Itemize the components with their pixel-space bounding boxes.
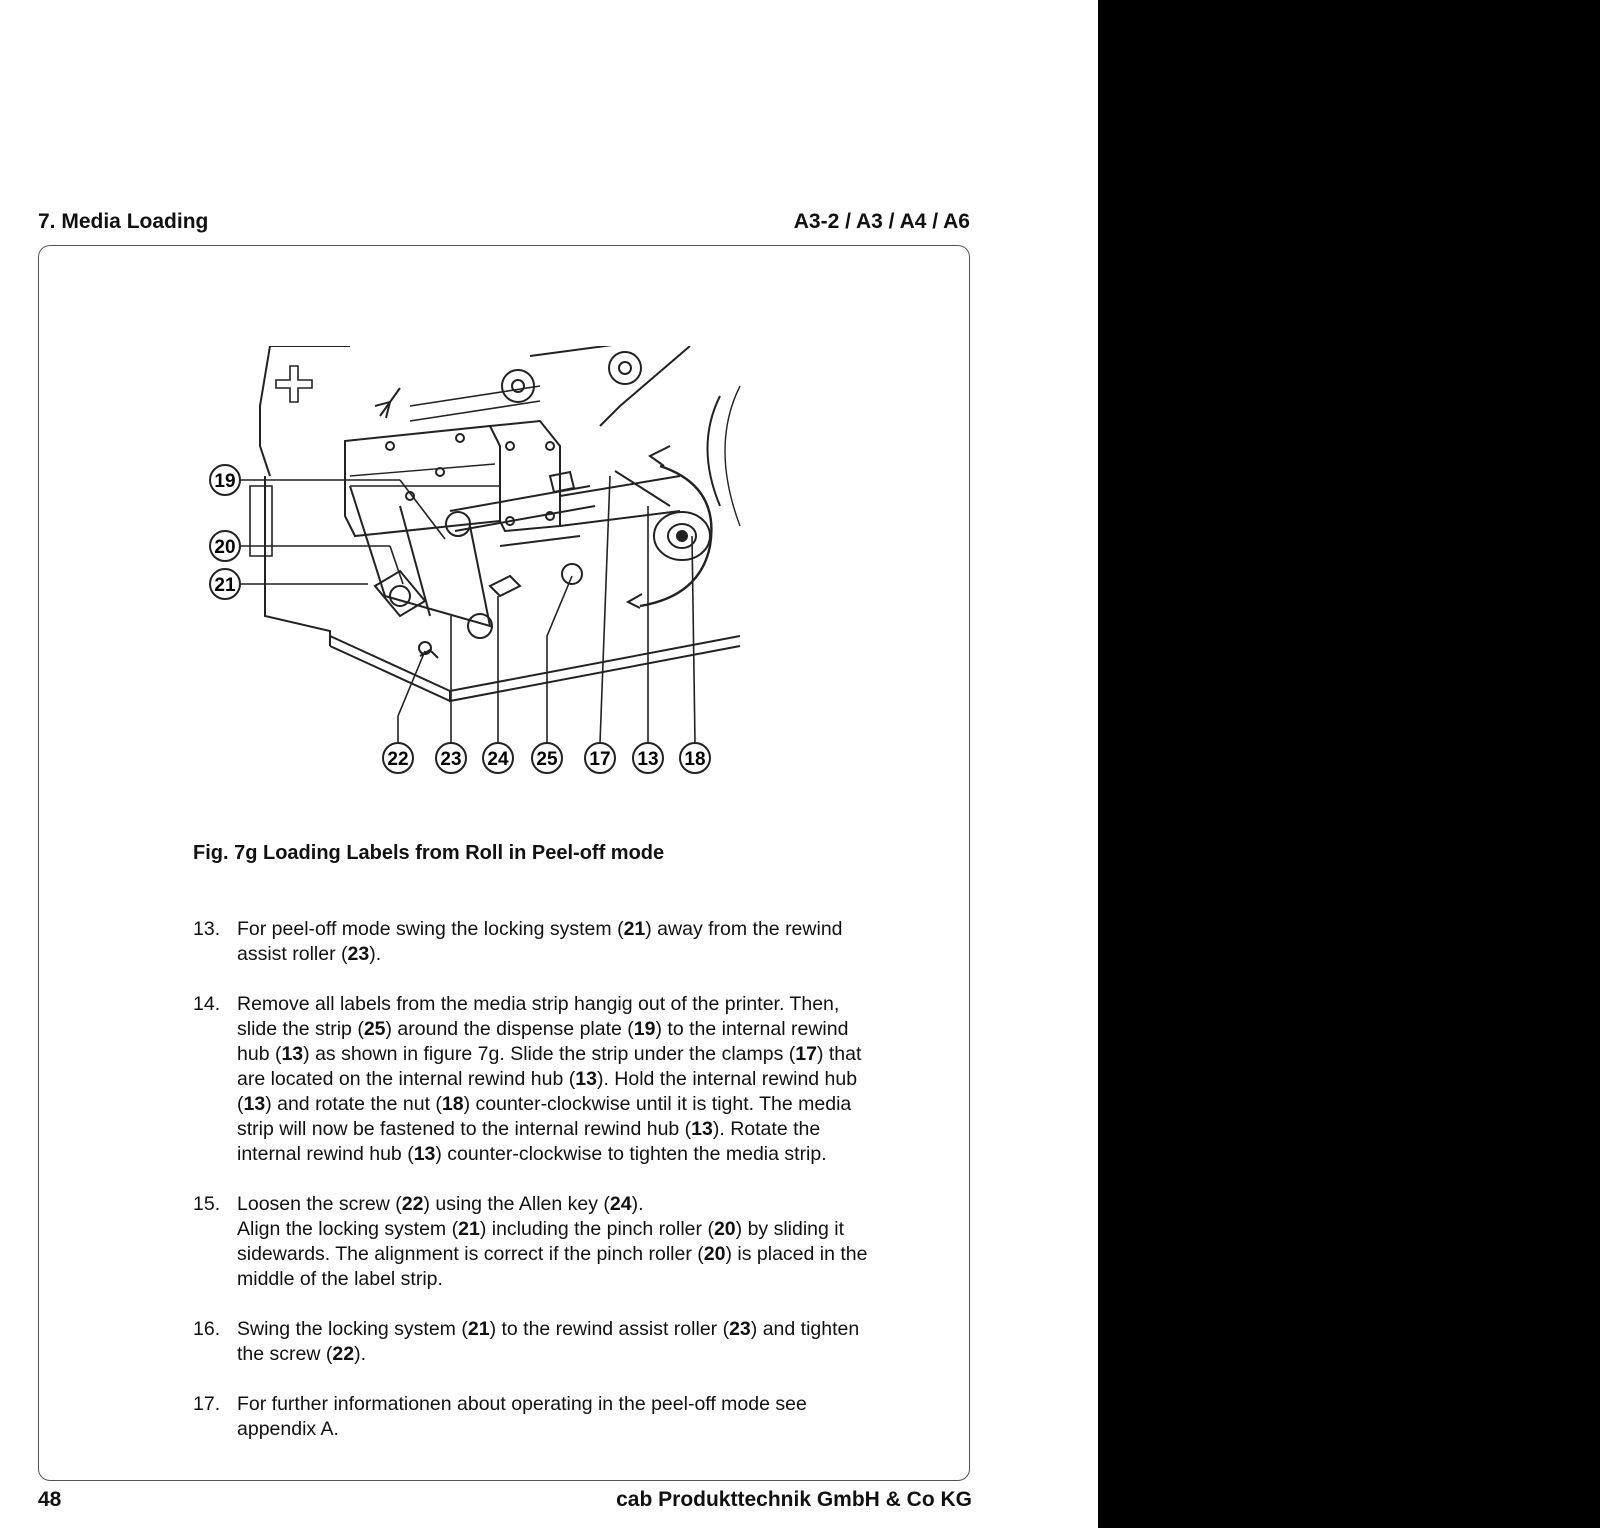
callout-24 — [483, 743, 513, 773]
step-text-line: Align the locking system (21) including the pinch roller (20) by sliding it — [237, 1218, 845, 1240]
step-text-line: middle of the label strip. — [237, 1268, 443, 1290]
step-text-line: appendix A. — [237, 1418, 339, 1440]
callouts-bottom — [383, 743, 710, 773]
printer-diagram — [200, 346, 760, 806]
svg-text:22: 22 — [387, 749, 409, 770]
callout-22 — [383, 743, 413, 773]
svg-text:17: 17 — [589, 749, 611, 770]
step-number: 16. — [193, 1318, 221, 1340]
callout-13 — [633, 743, 663, 773]
company-name: cab Produkttechnik GmbH & Co KG — [616, 1488, 972, 1511]
callout-19 — [210, 465, 240, 495]
step-16 — [193, 1317, 933, 1367]
svg-text:13: 13 — [637, 749, 659, 770]
step-text-line: sidewards. The alignment is correct if the pinch roller (20) is placed in the — [237, 1243, 868, 1265]
callout-20 — [210, 531, 240, 561]
step-text-line: hub (13) as shown in figure 7g. Slide the strip under the clamps (17) that — [237, 1043, 862, 1065]
svg-text:25: 25 — [536, 749, 558, 770]
figure-caption: Fig. 7g Loading Labels from Roll in Peel-off mode — [193, 842, 665, 864]
step-text-line: Swing the locking system (21) to the rewind assist roller (23) and tighten — [237, 1318, 860, 1340]
model-list: A3-2 / A3 / A4 / A6 — [793, 210, 970, 233]
svg-text:24: 24 — [487, 749, 509, 770]
callout-25 — [532, 743, 562, 773]
step-text-line: Loosen the screw (22) using the Allen key (24). — [237, 1193, 644, 1215]
callout-18 — [680, 743, 710, 773]
svg-text:21: 21 — [214, 575, 236, 596]
step-text-line: For peel-off mode swing the locking system (21) away from the rewind — [237, 918, 843, 940]
step-text-line: internal rewind hub (13) counter-clockwise to tighten the media strip. — [237, 1143, 827, 1165]
step-17 — [193, 1392, 933, 1442]
svg-text:18: 18 — [684, 749, 706, 770]
step-text-line: Remove all labels from the media strip hangig out of the printer. Then, — [237, 993, 840, 1015]
step-text-line: strip will now be fastened to the internal rewind hub (13). Rotate the — [237, 1118, 821, 1140]
page-number: 48 — [38, 1488, 62, 1511]
step-number: 17. — [193, 1393, 221, 1415]
step-text-line: assist roller (23). — [237, 943, 382, 965]
step-13 — [193, 917, 933, 967]
svg-text:20: 20 — [214, 537, 236, 558]
callout-21 — [210, 569, 240, 599]
callouts-left — [210, 465, 240, 599]
step-number: 14. — [193, 993, 221, 1015]
step-text-line: slide the strip (25) around the dispense plate (19) to the internal rewind — [237, 1018, 849, 1040]
svg-text:19: 19 — [214, 471, 236, 492]
callout-17 — [585, 743, 615, 773]
section-title: 7. Media Loading — [38, 210, 209, 233]
black-margin — [1098, 0, 1600, 1528]
step-number: 15. — [193, 1193, 221, 1215]
step-text-line: For further informationen about operating in the peel-off mode see — [237, 1393, 807, 1415]
step-15 — [193, 1192, 933, 1292]
step-text-line: (13) and rotate the nut (18) counter-clockwise until it is tight. The media — [237, 1093, 852, 1115]
step-14 — [193, 992, 933, 1167]
step-number: 13. — [193, 918, 221, 940]
instruction-list — [193, 917, 933, 1467]
callout-23 — [436, 743, 466, 773]
step-text-line: the screw (22). — [237, 1343, 366, 1365]
step-text-line: are located on the internal rewind hub (13). Hold the internal rewind hub — [237, 1068, 858, 1090]
svg-text:23: 23 — [440, 749, 462, 770]
